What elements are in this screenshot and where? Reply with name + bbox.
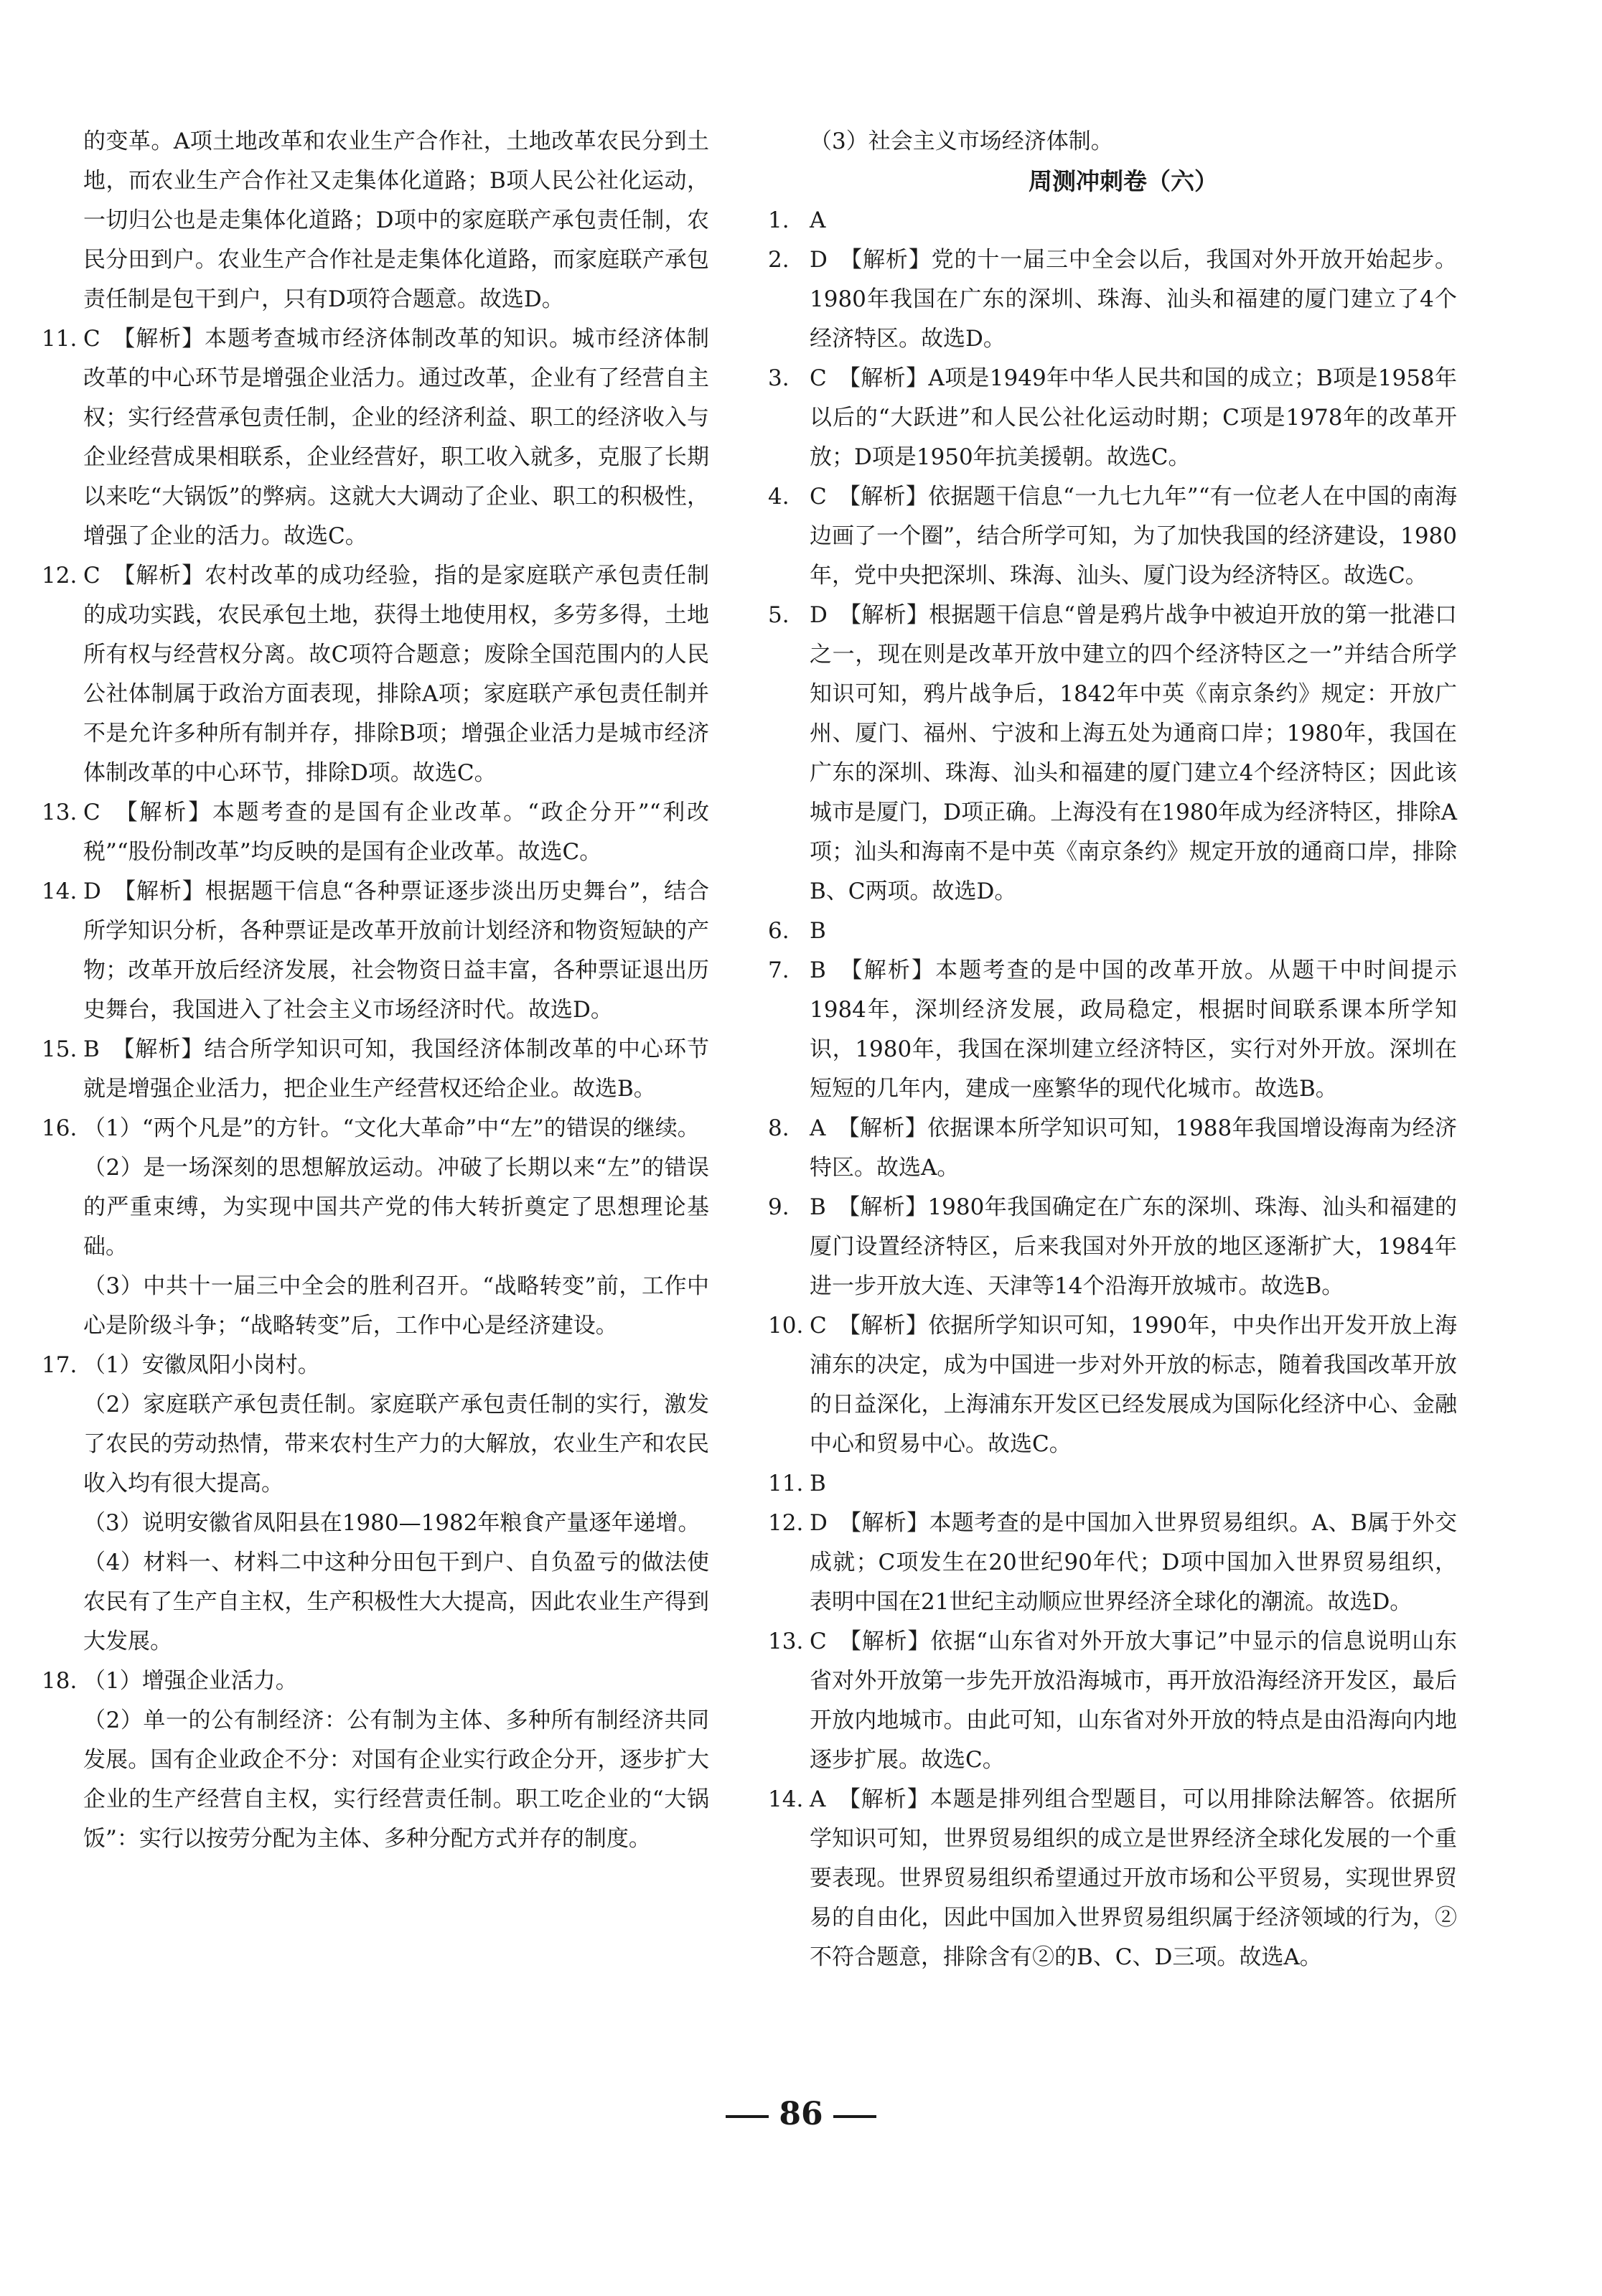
item-text: D 【解析】根据题干信息“各种票证逐步淡出历史舞台”，结合所学知识分析，各种票证是改革开放前计划经济和物资短缺的产物；改革开放后经济发展，社会物资日益丰富，各种票证退出历史舞台，我国进入了社会主义市场经济时代。故选D。	[83, 878, 709, 1023]
item-text: A 【解析】依据课本所学知识可知，1988年我国增设海南为经济特区。故选A。	[810, 1115, 1457, 1181]
answer-item	[42, 872, 709, 1030]
item-number: 1.	[768, 207, 790, 233]
sub-answer: （1）“两个凡是”的方针。“文化大革命”中“左”的错误的继续。	[83, 1115, 700, 1141]
item-number: 11.	[42, 326, 78, 352]
answer-item	[42, 319, 709, 556]
item-text: C 【解析】依据题干信息“一九七九年”“有一位老人在中国的南海边画了一个圈”，结合所学可知，为了加快我国的经济建设，1980年，党中央把深圳、珠海、汕头、厦门设为经济特区。故选C。	[810, 484, 1457, 589]
item-text: B	[810, 1471, 826, 1496]
answer-item	[768, 477, 1457, 596]
item-text: A	[810, 207, 826, 233]
item-number: 18.	[42, 1668, 78, 1694]
answer-item	[42, 556, 709, 793]
answer-item	[768, 240, 1457, 359]
answer-item	[768, 1504, 1457, 1622]
answer-item	[768, 596, 1457, 912]
item-text: B 【解析】结合所学知识可知，我国经济体制改革的中心环节就是增强企业活力，把企业生产经营权还给企业。故选B。	[83, 1036, 709, 1102]
answer-item	[768, 359, 1457, 477]
answer-item	[768, 201, 1457, 240]
item-number: 7.	[768, 957, 790, 983]
item-text: C 【解析】A项是1949年中华人民共和国的成立；B项是1958年以后的“大跃进”和人民公社化运动时期；C项是1978年的改革开放；D项是1950年抗美援朝。故选C。	[810, 365, 1457, 470]
item-number: 14.	[42, 878, 78, 904]
page-number-dash	[726, 2115, 769, 2118]
item-text: D 【解析】根据题干信息“曾是鸦片战争中被迫开放的第一批港口之一，现在则是改革开放中建立的四个经济特区之一”并结合所学知识可知，鸦片战争后，1842年中英《南京条约》规定：开放广州、厦门、福州、宁波和上海五处为通商口岸；1980年，我国在广东的深圳、珠海、汕头和福建的厦门建立4个经济特区；因此该城市是厦门，D项正确。上海没有在1980年成为经济特区，排除A项；汕头和海南不是中英《南京条约》规定开放的通商口岸，排除B、C两项。故选D。	[810, 602, 1457, 904]
item-number: 14.	[768, 1786, 804, 1812]
item-text: C 【解析】依据“山东省对外开放大事记”中显示的信息说明山东省对外开放第一步先开放沿海城市，再开放沿海经济开发区，最后开放内地城市。由此可知，山东省对外开放的特点是由沿海向内地逐步扩展。故选C。	[810, 1629, 1457, 1773]
answer-item	[768, 912, 1457, 951]
answer-item-17	[42, 1346, 709, 1662]
sub-answer: （2）是一场深刻的思想解放运动。冲破了长期以来“左”的错误的严重束缚，为实现中国共产党的伟大转折奠定了思想理论基础。	[83, 1155, 709, 1260]
item-text: C 【解析】依据所学知识可知，1990年，中央作出开发开放上海浦东的决定，成为中国进一步对外开放的标志，随着我国改革开放的日益深化，上海浦东开发区已经发展成为国际化经济中心、金融中心和贸易中心。故选C。	[810, 1313, 1457, 1457]
answer-item	[768, 1622, 1457, 1780]
sub-answer: （1）增强企业活力。	[83, 1668, 298, 1694]
left-column	[42, 122, 709, 1859]
item-number: 11.	[768, 1471, 804, 1496]
item-number: 6.	[768, 918, 790, 944]
answer-item	[768, 951, 1457, 1109]
answer-item	[768, 1464, 1457, 1504]
item-number: 8.	[768, 1115, 790, 1141]
sub-answer: （3）中共十一届三中全会的胜利召开。“战略转变”前，工作中心是阶级斗争；“战略转变”后，工作中心是经济建设。	[83, 1273, 709, 1339]
sub-answer: （2）家庭联产承包责任制。家庭联产承包责任制的实行，激发了农民的劳动热情，带来农村生产力的大解放，农业生产和农民收入均有很大提高。	[83, 1392, 709, 1496]
item-number: 12.	[42, 563, 78, 589]
sub-answer: （2）单一的公有制经济：公有制为主体、多种所有制经济共同发展。国有企业政企不分：对国有企业实行政企分开，逐步扩大企业的生产经营自主权，实行经营责任制。职工吃企业的“大锅饭”：实行以按劳分配为主体、多种分配方式并存的制度。	[83, 1707, 709, 1852]
answer-item	[42, 1030, 709, 1109]
answer-item	[768, 1306, 1457, 1464]
item-number: 3.	[768, 365, 790, 391]
item-text: C 【解析】本题考查城市经济体制改革的知识。城市经济体制改革的中心环节是增强企业活力。通过改革，企业有了经营自主权；实行经营承包责任制，企业的经济利益、职工的经济收入与企业经营成果相联系，企业经营好，职工收入就多，克服了长期以来吃“大锅饭”的弊病。这就大大调动了企业、职工的积极性，增强了企业的活力。故选C。	[83, 326, 709, 549]
answer-item	[768, 1109, 1457, 1188]
page-number-value: 86	[779, 2096, 823, 2132]
sub-answer: （3）说明安徽省凤阳县在1980—1982年粮食产量逐年递增。	[83, 1510, 701, 1536]
carry-over-answer: （3）社会主义市场经济体制。	[810, 128, 1113, 154]
item-number: 10.	[768, 1313, 804, 1339]
item-text: A 【解析】本题是排列组合型题目，可以用排除法解答。依据所学知识可知，世界贸易组织的成立是世界经济全球化发展的一个重要表现。世界贸易组织希望通过开放市场和公平贸易，实现世界贸易的自由化，因此中国加入世界贸易组织属于经济领域的行为，②不符合题意，排除含有②的B、C、D三项。故选A。	[810, 1786, 1457, 1970]
item-number: 5.	[768, 602, 790, 628]
answer-item-16	[42, 1109, 709, 1346]
item-text: B	[810, 918, 826, 944]
item-number: 17.	[42, 1352, 78, 1378]
item-number: 2.	[768, 247, 790, 273]
item-text: C 【解析】农村改革的成功经验，指的是家庭联产承包责任制的成功实践，农民承包土地，获得土地使用权，多劳多得，土地所有权与经营权分离。故C项符合题意；废除全国范围内的人民公社体制属于政治方面表现，排除A项；家庭联产承包责任制并不是允许多种所有制并存，排除B项；增强企业活力是城市经济体制改革的中心环节，排除D项。故选C。	[83, 563, 709, 786]
sub-answer: （1）安徽凤阳小岗村。	[83, 1352, 320, 1378]
item-text: D 【解析】本题考查的是中国加入世界贸易组织。A、B属于外交成就；C项发生在20世纪90年代；D项中国加入世界贸易组织，表明中国在21世纪主动顺应世界经济全球化的潮流。故选D。	[810, 1510, 1457, 1615]
page-number	[0, 2096, 1602, 2132]
item-number: 16.	[42, 1115, 78, 1141]
sub-answer: （4）材料一、材料二中这种分田包干到户、自负盈亏的做法使农民有了生产自主权，生产积极性大大提高，因此农业生产得到大发展。	[83, 1550, 709, 1654]
item-text: B 【解析】本题考查的是中国的改革开放。从题干中时间提示1984年，深圳经济发展，政局稳定，根据时间联系课本所学知识，1980年，我国在深圳建立经济特区，实行对外开放。深圳在短短的几年内，建成一座繁华的现代化城市。故选B。	[810, 957, 1457, 1102]
page-number-dash	[833, 2115, 876, 2118]
item-number: 13.	[768, 1629, 804, 1654]
item-number: 13.	[42, 800, 78, 825]
item-text: C 【解析】本题考查的是国有企业改革。“政企分开”“利改税”“股份制改革”均反映的是国有企业改革。故选C。	[83, 800, 709, 865]
item-number: 15.	[42, 1036, 78, 1062]
answer-item-18	[42, 1662, 709, 1859]
item-number: 9.	[768, 1194, 790, 1220]
continuation-text: 的变革。A项土地改革和农业生产合作社，土地改革农民分到土地，而农业生产合作社又走集体化道路；B项人民公社化运动，一切归公也是走集体化道路；D项中的家庭联产承包责任制，农民分田到户。农业生产合作社是走集体化道路，而家庭联产承包责任制是包干到户，只有D项符合题意。故选D。	[83, 128, 709, 312]
item-text: D 【解析】党的十一届三中全会以后，我国对外开放开始起步。1980年我国在广东的深圳、珠海、汕头和福建的厦门建立了4个经济特区。故选D。	[810, 247, 1457, 352]
item-number: 4.	[768, 484, 790, 510]
item-number: 12.	[768, 1510, 804, 1536]
answer-item	[768, 1188, 1457, 1306]
section-title: 周测冲刺卷（六）	[1029, 167, 1218, 195]
answer-item	[768, 1780, 1457, 1977]
right-column	[768, 122, 1457, 1977]
answer-item	[42, 793, 709, 872]
item-text: B 【解析】1980年我国确定在广东的深圳、珠海、汕头和福建的厦门设置经济特区，后来我国对外开放的地区逐渐扩大，1984年进一步开放大连、天津等14个沿海开放城市。故选B。	[810, 1194, 1457, 1299]
